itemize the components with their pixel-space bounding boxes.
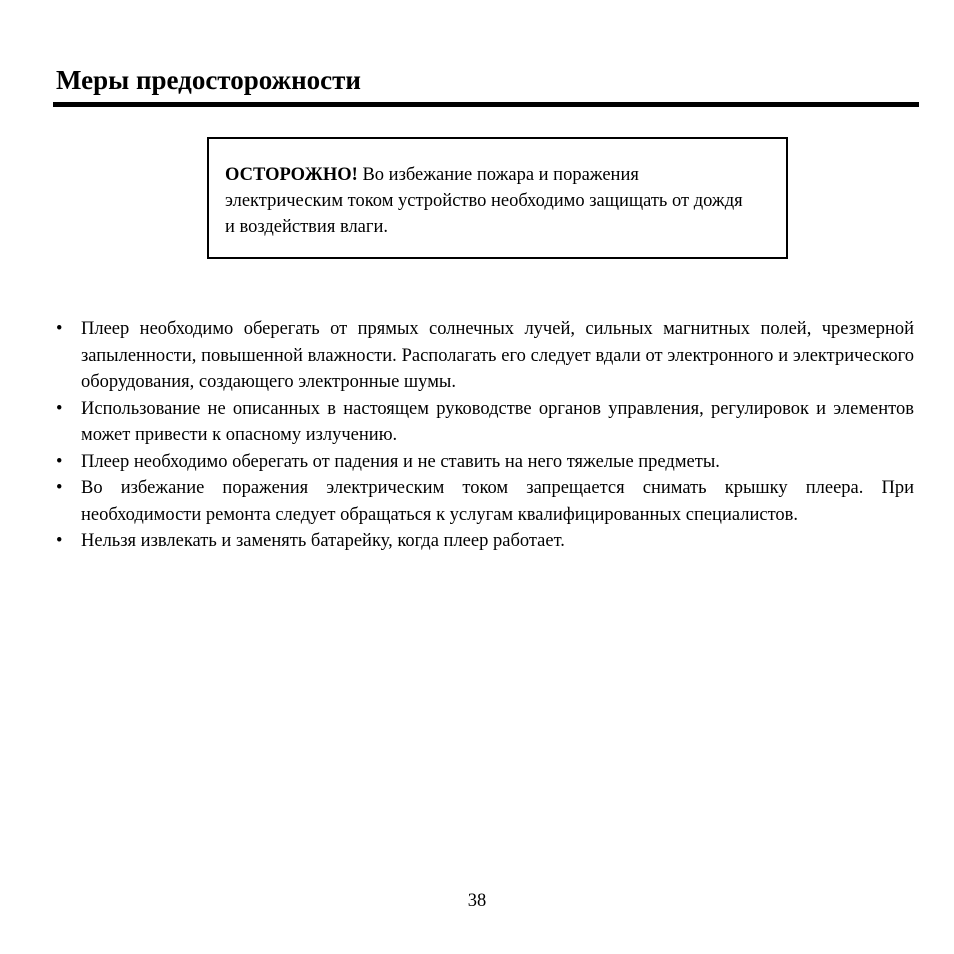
list-item-text: Плеер необходимо оберегать от прямых солнечных лучей, сильных магнитных полей, чрезмерной запыленности, повышенной влажности. Располагать его следует вдали от электронного и электрического оборудования, создающего электронные шумы. [81,319,914,392]
bullet-icon: • [56,451,63,472]
bullet-icon: • [56,398,63,419]
list-item [56,449,914,476]
precautions-list [56,316,914,555]
page-number: 38 [467,891,487,911]
warning-box [207,137,788,259]
list-item [56,475,914,528]
bullet-icon: • [56,478,63,498]
title-underline-rule [53,102,919,107]
list-item [56,316,914,396]
warning-label: ОСТОРОЖНО! [225,165,358,185]
list-item [56,396,914,449]
bullet-icon: • [56,531,63,551]
list-item-text: Плеер необходимо оберегать от падения и не ставить на него тяжелые предметы. [81,451,720,472]
list-item [56,528,914,555]
list-item-text: Использование не описанных в настоящем руководстве органов управления, регулировок и элементов может привести к опасному излучению. [81,398,914,445]
list-item-text: Нельзя извлекать и заменять батарейку, когда плеер работает. [81,531,565,551]
page-title: Меры предосторожности [56,65,361,95]
warning-text: Во избежание пожара и поражения электрическим током устройство необходимо защищать от дождя и воздействия влаги. [225,165,743,237]
list-item-text: Во избежание поражения электрическим током запрещается снимать крышку плеера. При необходимости ремонта следует обращаться к услугам квалифицированных специалистов. [81,478,914,525]
bullet-icon: • [56,319,63,339]
